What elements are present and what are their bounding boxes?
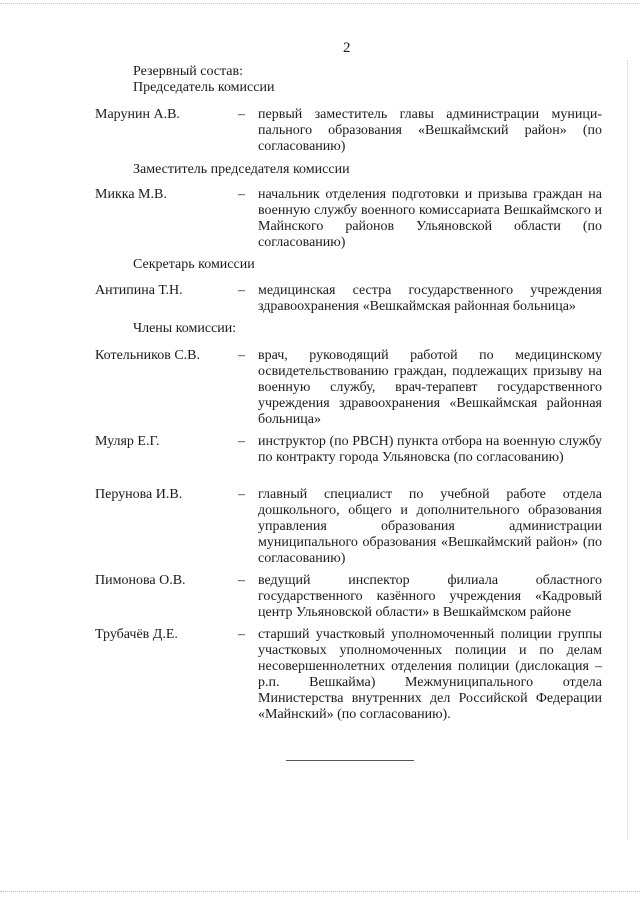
entry-dash: –	[238, 573, 245, 588]
member-description: старший участковый уполномоченный полиции группы участковых уполномоченных полиции и по делам несовершеннолетних отделения полиции (дислокация – р.п. Вешкайма) Межмуниципального отдела Министерства внутренних дел Российской Федерации «Майнский» (по согласованию).	[258, 627, 602, 722]
scan-edge-right	[627, 60, 628, 840]
member-name: Марунин А.В.	[95, 107, 180, 122]
member-description: главный специалист по учебной работе отдела дошкольного, общего и дополнительного образования управления образования администрации муниципального образования «Вешкаймский район» (по согласованию)	[258, 487, 602, 566]
entry-dash: –	[238, 627, 245, 642]
entry-dash: –	[238, 283, 245, 298]
heading-deputy-chairman: Заместитель председателя комиссии	[133, 162, 350, 177]
member-description: медицинская сестра государственного учреждения здравоохранения «Вешкаймская районная больница»	[258, 283, 602, 314]
entry-dash: –	[238, 187, 245, 202]
entry-dash: –	[238, 348, 245, 363]
page-number: 2	[343, 40, 351, 56]
heading-commission-members: Члены комиссии:	[133, 321, 237, 336]
member-description: начальник отделения подготовки и призыва граждан на военную службу военного комиссариата Вешкаймского и Майнского районов Ульяновской области (по согласованию)	[258, 187, 602, 250]
member-name: Трубачёв Д.Е.	[95, 627, 178, 642]
entry-dash: –	[238, 434, 245, 449]
closing-divider-line	[286, 760, 414, 761]
member-name: Котельников С.В.	[95, 348, 201, 363]
member-description: врач, руководящий работой по медицинскому освидетельствованию граждан, подлежащих призыву на военную службу, врач-терапевт государственного учреждения здравоохранения «Вешкаймская районная больница»	[258, 348, 602, 427]
scan-edge-top	[0, 3, 640, 4]
member-name: Пимонова О.В.	[95, 573, 186, 588]
member-description: ведущий инспектор филиала областного государственного казённого учреждения «Кадровый центр Ульяновской области» в Вешкаймском районе	[258, 573, 602, 620]
heading-commission-chairman: Председатель комиссии	[133, 80, 275, 95]
scan-edge-bottom	[0, 891, 640, 892]
member-name: Перунова И.В.	[95, 487, 183, 502]
member-description: инструктор (по РВСН) пункта отбора на военную службу по контракту города Ульяновска (по согласованию)	[258, 434, 602, 465]
member-description: первый заместитель главы администрации муници-пального образования «Вешкаймский район» (по согласованию)	[258, 107, 602, 154]
member-name: Муляр Е.Г.	[95, 434, 160, 449]
entry-dash: –	[238, 107, 245, 122]
heading-reserve-composition: Резервный состав:	[133, 64, 244, 79]
heading-commission-secretary: Секретарь комиссии	[133, 257, 255, 272]
member-name: Микка М.В.	[95, 187, 167, 202]
member-name: Антипина Т.Н.	[95, 283, 183, 298]
entry-dash: –	[238, 487, 245, 502]
